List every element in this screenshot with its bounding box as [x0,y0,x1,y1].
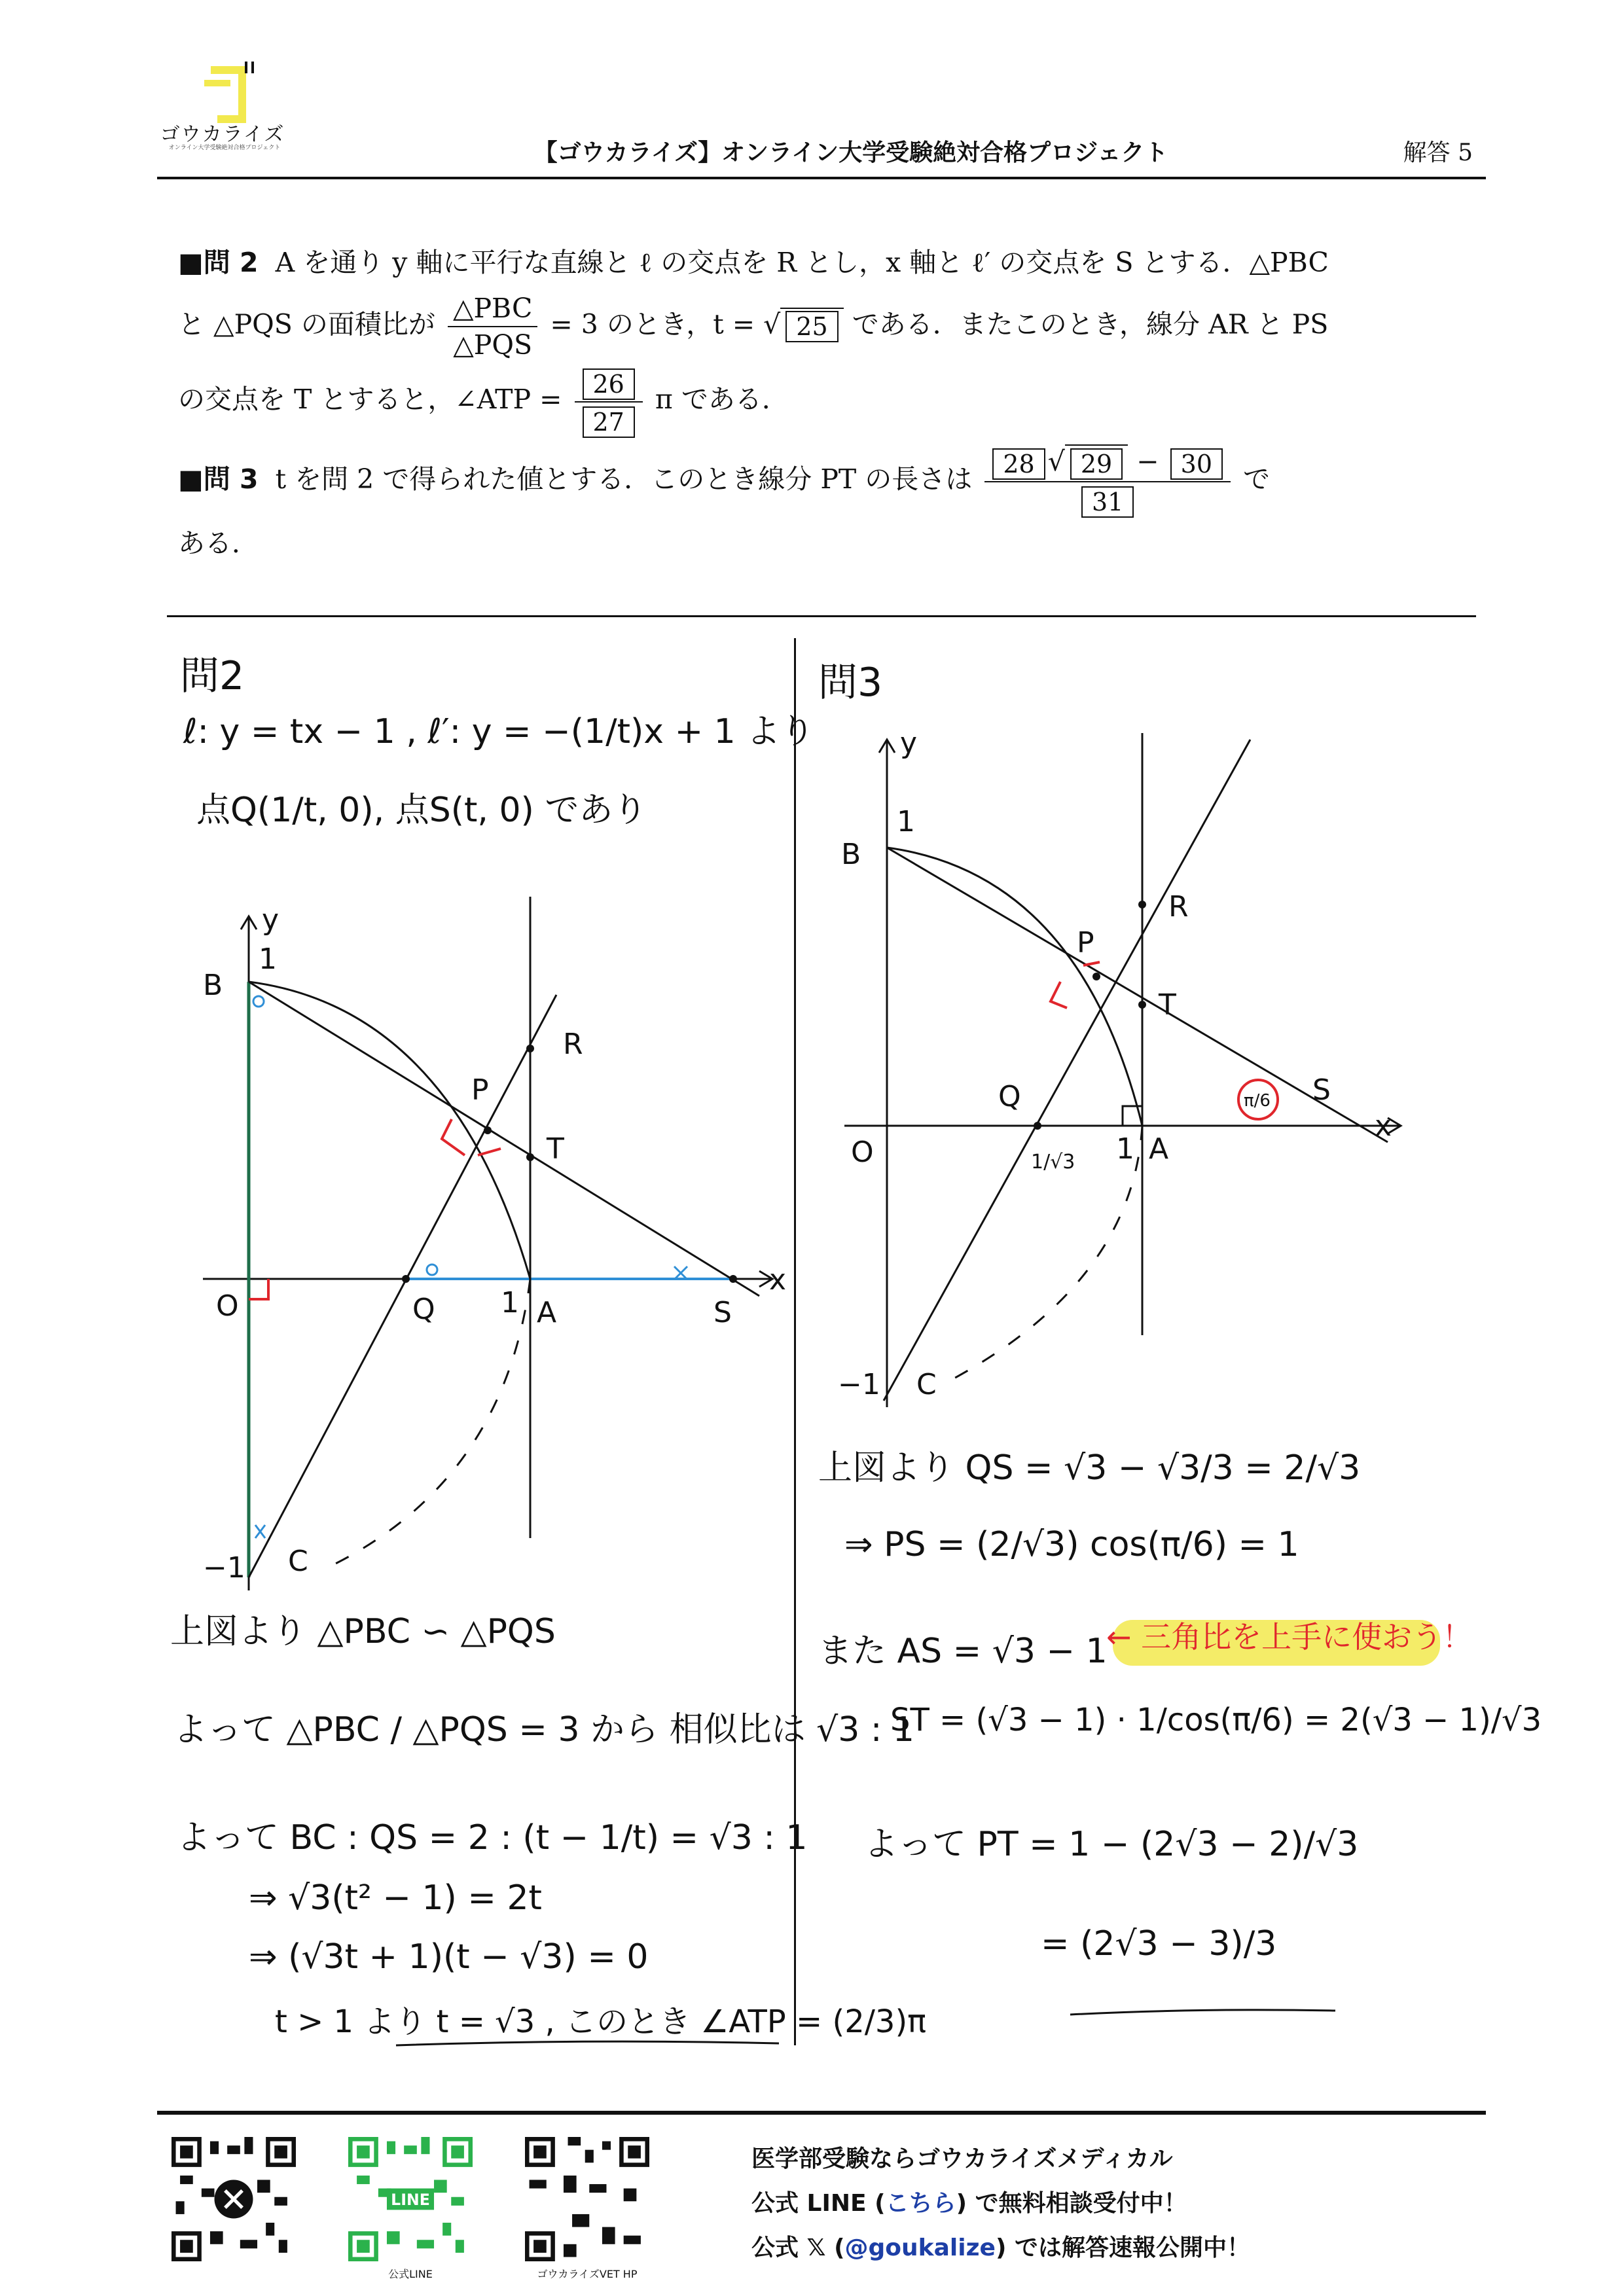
left-line-2: 点Q(1/t, 0), 点S(t, 0) であり [196,791,647,830]
point-s [729,1275,737,1283]
label-y: y [262,903,280,937]
point-q [402,1275,410,1283]
footer-line-2-suffix: ) で無料相談受付中！ [956,2190,1187,2217]
problem-2-text-1: A を通り y 軸に平行な直線と ℓ の交点を R とし，x 軸と ℓ′ の交点を S とする．△PBC [275,247,1329,278]
right-line-3: また AS = √3 − 1 [818,1632,1108,1671]
angle-fraction [575,365,643,438]
vet-hp-qr-code-icon[interactable] [525,2137,649,2261]
problem-3-text-1b: で [1243,463,1271,495]
cross-angle-mark-icon [255,1525,265,1538]
answer-box-26: 26 [583,368,635,400]
problem-2-text-3b: π である． [655,384,789,415]
point-p [484,1126,492,1134]
point-t [526,1153,534,1161]
answer-box-29: 29 [1070,448,1123,480]
line-l-prime [249,982,759,1296]
right-label-q-x: 1/√3 [1031,1151,1075,1174]
fraction-numerator: △PBC [448,292,537,327]
problem-2 [178,237,1481,438]
footer-line-3-suffix: ) では解答速報公開中！ [995,2234,1250,2261]
right-answer-underline [1067,2003,1342,2022]
problem-2-text-2c: である．またこのとき，線分 AR と PS [852,308,1329,340]
problem-2-text-2a: と △PQS の面積比が [178,308,435,340]
right-line-5: よって PT = 1 − (2√3 − 2)/√3 [864,1825,1359,1864]
line-badge: LINE [391,2191,430,2210]
equal-angle-mark-icon [253,996,264,1007]
label-b: B [203,969,223,1002]
right-line-6: = (2√3 − 3)/3 [1041,1924,1277,1964]
right-label-b: B [841,838,861,871]
header-rule [157,177,1486,179]
left-line-7: ⇒ (√3t + 1)(t − √3) = 0 [249,1937,649,1977]
label-q: Q [412,1293,435,1326]
label-o: O [216,1289,239,1323]
label-one-x: 1 [501,1286,519,1319]
label-p: P [471,1073,489,1107]
right-heading: 問3 [818,660,883,706]
label-r: R [563,1028,583,1061]
left-line-1: ℓ: y = tx − 1 , ℓ′: y = −(1/t)x + 1 より [183,712,815,751]
right-note: ← 三角比を上手に使おう！ [1106,1619,1473,1655]
right-label-a: A [1149,1132,1169,1166]
label-x: x [769,1263,787,1297]
section-rule [167,615,1476,617]
label-c: C [288,1545,308,1578]
qr3-label: ゴウカライズVET HP [537,2268,638,2280]
page-number: 解答 5 [1403,139,1473,166]
right-point-t [1138,1001,1146,1009]
footer-line-1: 医学部受験ならゴウカライズメディカル [751,2145,1173,2172]
right-label-angle: π/6 [1244,1091,1271,1111]
answer-box-31: 31 [1081,486,1134,518]
right-point-q [1034,1122,1041,1130]
left-heading: 問2 [180,653,245,699]
left-line-6: ⇒ √3(t² − 1) = 2t [249,1878,542,1918]
right-point-r [1138,901,1146,908]
right-label-o: O [851,1136,874,1169]
footer-line-2 [751,2185,1187,2218]
problem-3 [178,445,1481,569]
right-label-t: T [1159,988,1176,1022]
line-qr-code-icon[interactable] [348,2137,473,2261]
left-line-3: 上図より △PBC ∽ △PQS [170,1612,556,1651]
logo-subtitle: オンライン大学受験絶対合格プロジェクト [168,145,281,151]
area-ratio-fraction [448,292,537,361]
left-line-4: よって △PBC / △PQS = 3 から 相似比は √3 : 1 [173,1710,914,1749]
problem-3-text-1: t を問 2 で得られた値とする．このとき線分 PT の長さは [275,463,973,495]
right-label-p: P [1077,926,1094,960]
right-line-l [884,740,1250,1401]
answer-underline [393,2036,785,2055]
qr2-label: 公式LINE [388,2268,433,2280]
problem-2-text-2b: = 3 のとき，t = [550,308,755,340]
right-line-1: 上図より QS = √3 − √3/3 = 2/√3 [818,1448,1361,1488]
right-line-2: ⇒ PS = (2/√3) cos(π/6) = 1 [844,1525,1299,1564]
equal-angle-mark-icon [427,1265,437,1275]
x-qr-code-icon[interactable] [171,2137,296,2261]
right-label-one: 1 [897,805,915,838]
answer-box-28: 28 [992,448,1045,480]
answer-box-30: 30 [1170,448,1223,480]
goukalize-logo-icon [191,60,257,126]
problem-2-label: ■問 2 [178,247,259,278]
right-label-r: R [1168,890,1189,924]
footer-line-2-prefix: 公式 LINE ( [751,2190,886,2217]
right-label-x: x [1375,1109,1392,1143]
label-one: 1 [259,942,277,976]
label-t: T [547,1132,564,1166]
x-account-link[interactable]: @goukalize [844,2234,996,2261]
logo-text: ゴウカライズ [160,123,285,146]
footer-line-3 [751,2229,1250,2263]
right-label-neg1: −1 [838,1368,880,1401]
problem-3-label: ■問 3 [178,463,259,495]
left-line-8: t > 1 より t = √3 , このとき ∠ATP = (2/3)π [275,2003,927,2040]
left-line-5: よって BC : QS = 2 : (t − 1/t) = √3 : 1 [177,1818,808,1857]
label-a: A [537,1296,557,1329]
right-label-one-x: 1 [1116,1132,1134,1166]
pt-length-fraction: $\frac{28 √ 29 - 30}{31}$ [984,445,1231,518]
header-title: 【ゴウカライズ】オンライン大学受験絶対合格プロジェクト [533,139,1168,166]
right-label-s: S [1312,1073,1331,1107]
line-link[interactable]: こちら [885,2190,956,2217]
label-neg1: −1 [203,1551,245,1585]
right-label-q: Q [998,1080,1021,1113]
footer-line-3-prefix: 公式 𝕏 ( [751,2234,845,2261]
answer-box-27: 27 [583,406,635,438]
origin-right-angle-icon [249,1279,268,1299]
sqrt-symbol: √ [763,308,781,340]
problem-3-text-2: ある． [178,528,259,559]
right-line-4: ST = (√3 − 1) · 1/cos(π/6) = 2(√3 − 1)/√3 [890,1702,1542,1738]
right-label-c: C [916,1368,937,1401]
right-point-p [1092,973,1100,980]
problem-2-text-3a: の交点を T とすると，∠ATP = [178,384,562,415]
right-label-y: y [900,733,918,760]
fraction-denominator: △PQS [453,329,533,361]
left-figure [190,897,792,1604]
answer-box-25: 25 [785,311,838,342]
footer-rule [157,2111,1486,2115]
right-figure [825,733,1447,1420]
point-r [526,1045,534,1052]
label-s: S [713,1296,732,1329]
minus-sign: − [1136,446,1159,477]
